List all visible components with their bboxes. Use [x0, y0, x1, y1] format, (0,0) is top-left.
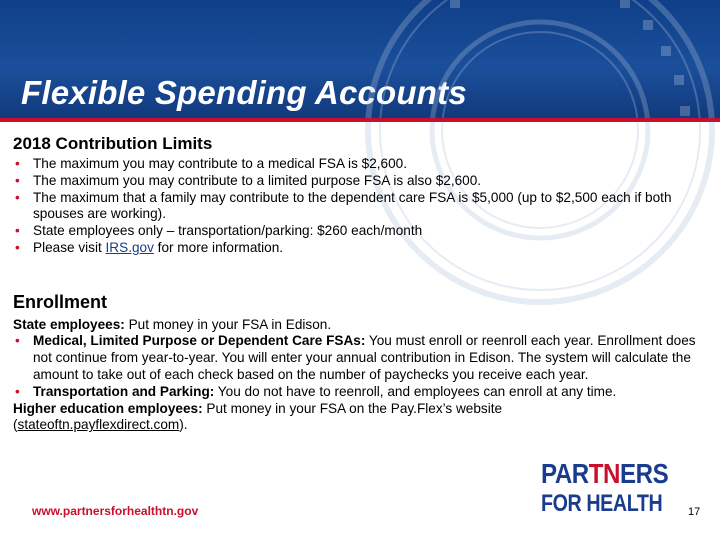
partners-for-health-logo — [541, 458, 669, 520]
logo-text-par: PAR — [541, 458, 589, 489]
enrollment-item-transportation — [13, 384, 713, 401]
higher-education-line — [13, 401, 713, 434]
state-employees-text: Put money in your FSA in Edison. — [124, 317, 332, 332]
irs-link[interactable]: IRS.gov — [105, 239, 154, 255]
contribution-limits-list — [13, 156, 703, 257]
limit-transportation-parking: • State employees only – transportation/parking: $260 each/month — [13, 223, 703, 240]
footer-website[interactable]: www.partnersforhealthtn.gov — [32, 504, 199, 518]
transportation-label: Transportation and Parking: — [33, 383, 215, 399]
enrollment-list — [13, 333, 713, 400]
enrollment-content — [13, 317, 713, 433]
higher-education-label: Higher education employees: — [13, 400, 203, 416]
logo-partners-line — [541, 460, 668, 488]
payflex-link[interactable]: stateoftn.payflexdirect.com — [17, 417, 180, 432]
payflex-link-open: ( — [13, 417, 18, 432]
irs-info-prefix: Please visit — [33, 239, 106, 255]
slide-title: Flexible Spending Accounts — [21, 74, 467, 111]
contribution-limits-heading: 2018 Contribution Limits — [13, 134, 213, 153]
enrollment-heading: Enrollment — [13, 292, 108, 312]
fsas-text: You must enroll or reenroll each year. Enrollment does not continue from year-to-year. You will enter your annual contribution in Edison. The system will calculate the amount to take out of each check based on the number of paychecks you receive each year. — [33, 333, 696, 382]
header-divider — [0, 118, 720, 122]
state-employees-line — [13, 317, 713, 333]
logo-for-health-line: FOR HEALTH — [541, 490, 663, 517]
limit-medical-fsa: • The maximum you may contribute to a medical FSA is $2,600. — [13, 156, 703, 173]
payflex-link-close: ). — [179, 417, 188, 432]
irs-info-item — [13, 240, 703, 257]
enrollment-item-fsas — [13, 333, 713, 383]
irs-info-suffix: for more information. — [153, 239, 284, 255]
title-banner — [0, 0, 720, 122]
logo-text-tn: TN — [588, 458, 621, 489]
transportation-text: You do not have to reenroll, and employees can enroll at any time. — [214, 383, 617, 399]
higher-education-text: Put money in your FSA on the Pay.Flex’s website — [202, 400, 503, 416]
limit-dependent-care-fsa: • The maximum that a family may contribute to the dependent care FSA is $5,000 (up to $2,500 each if both spouses are working). — [13, 190, 703, 224]
logo-text-ers: ERS — [620, 458, 669, 489]
state-employees-label: State employees: — [13, 317, 125, 332]
fsas-label: Medical, Limited Purpose or Dependent Care FSAs: — [33, 333, 366, 349]
limit-limited-purpose-fsa: • The maximum you may contribute to a limited purpose FSA is also $2,600. — [13, 173, 703, 190]
page-number: 17 — [688, 506, 701, 518]
